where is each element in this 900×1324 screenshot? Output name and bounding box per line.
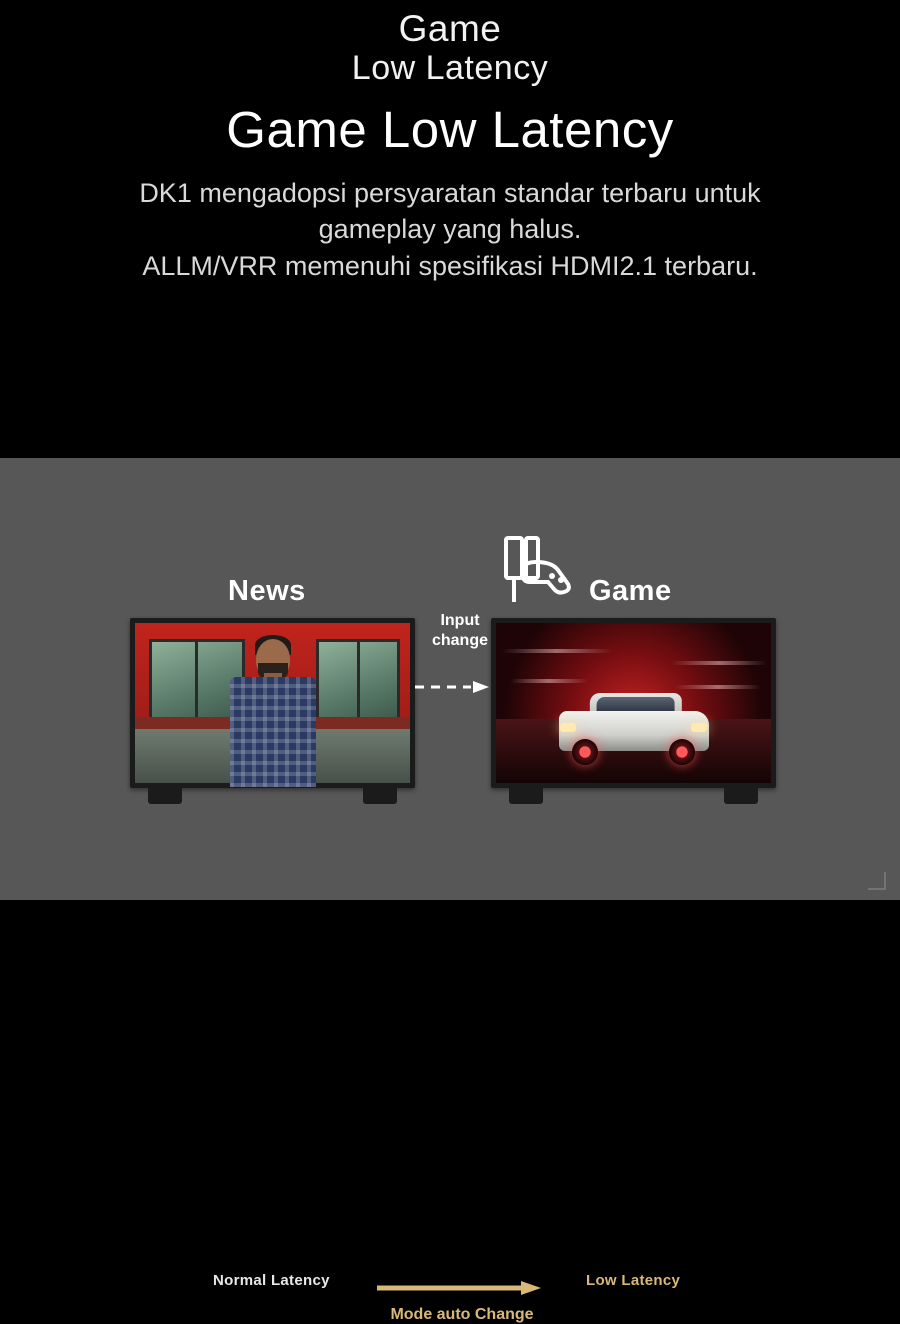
game-screen-artwork (496, 623, 771, 783)
hero-subtitle-line-3: ALLM/VRR memenuhi spesifikasi HDMI2.1 terbaru. (142, 250, 758, 281)
caption-mode-auto-change: Mode auto Change (390, 1306, 534, 1323)
product-logo-line-1: Game (398, 8, 502, 49)
caption-low-latency: Low Latency (586, 1272, 681, 1289)
news-tv-stand (130, 788, 415, 810)
input-change-line-2: change (431, 632, 488, 649)
caption-normal-latency: Normal Latency (213, 1272, 330, 1289)
product-logo (0, 0, 900, 88)
mode-change-arrow-icon (375, 1280, 543, 1301)
game-tv-screen (496, 623, 771, 783)
news-label: News (228, 575, 306, 607)
dashed-arrow-icon (413, 680, 491, 694)
news-screen-artwork (135, 623, 410, 783)
game-tv-stand (491, 788, 776, 810)
input-change-line-1: Input (440, 612, 480, 629)
product-logo-line-2: Low Latency (351, 49, 549, 88)
corner-bracket-icon (868, 872, 886, 890)
page-title: Game Low Latency (226, 100, 674, 158)
game-tv-bezel (491, 618, 776, 788)
news-tv-screen (135, 623, 410, 783)
hero-subtitle-line-1: DK1 mengadopsi persyaratan standar terbaru untuk (139, 177, 761, 208)
hero-subtitle-line-2: gameplay yang halus. (318, 214, 582, 245)
hero-subtitle (0, 175, 900, 285)
game-console-icon (500, 536, 576, 611)
hero-section (0, 0, 900, 458)
news-tv-bezel (130, 618, 415, 788)
game-label: Game (589, 575, 672, 607)
game-tv (491, 618, 776, 810)
diagram-panel (0, 458, 900, 1323)
input-change-label (412, 611, 508, 651)
news-tv (130, 618, 415, 810)
